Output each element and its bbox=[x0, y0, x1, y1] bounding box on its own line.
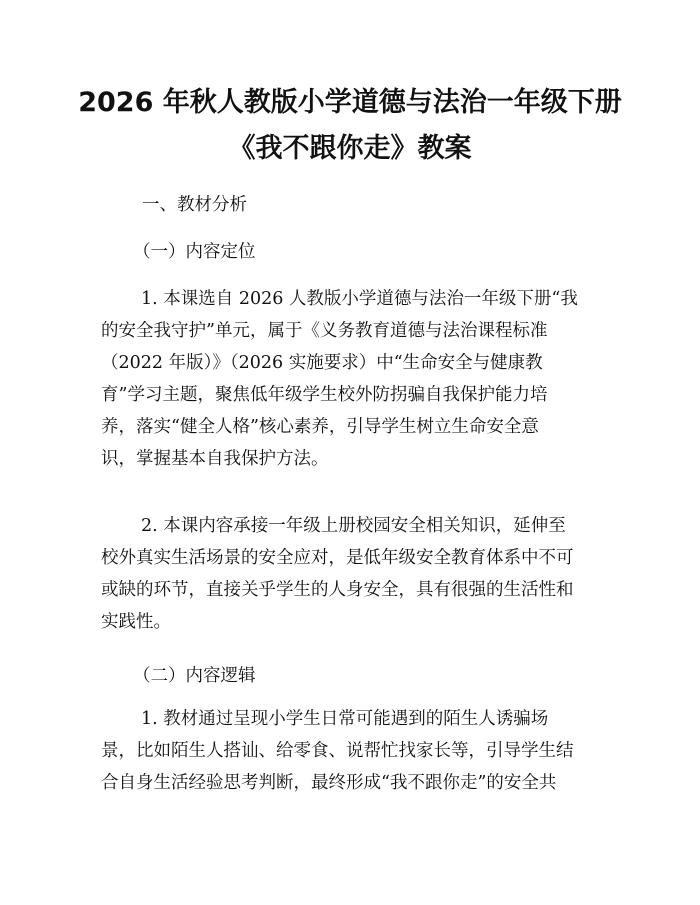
paragraph-line: 或缺的环节，直接关乎学生的人身安全，具有很强的生活性和 bbox=[101, 580, 574, 600]
paragraph-2 bbox=[101, 510, 611, 638]
paragraph-line: 景，比如陌生人搭讪、给零食、说帮忙找家长等，引导学生结 bbox=[101, 741, 574, 761]
paragraph-line: 2. 本课内容承接一年级上册校园安全相关知识，延伸至 bbox=[141, 516, 566, 536]
paragraph-1 bbox=[101, 283, 611, 475]
paragraph-line: 1. 教材通过呈现小学生日常可能遇到的陌生人诱骗场 bbox=[141, 709, 549, 729]
paragraph-line: 校外真实生活场景的安全应对，是低年级安全教育体系中不可 bbox=[101, 548, 574, 568]
paragraph-line: 识，掌握基本自我保护方法。 bbox=[101, 449, 329, 469]
paragraph-line: 育”学习主题，聚焦低年级学生校外防拐骗自我保护能力培 bbox=[101, 385, 548, 405]
document-title-line-2: 《我不跟你走》教案 bbox=[228, 133, 472, 164]
paragraph-3 bbox=[101, 703, 611, 799]
paragraph-line: 合自身生活经验思考判断，最终形成“我不跟你走”的安全共 bbox=[101, 773, 557, 793]
paragraph-line: 实践性。 bbox=[101, 612, 171, 632]
paragraph-line: （2022 年版）》（2026 实施要求）中“生命安全与健康教 bbox=[101, 353, 543, 373]
paragraph-line: 的安全我守护”单元，属于《义务教育道德与法治课程标准 bbox=[101, 321, 548, 341]
paragraph-line: 1. 本课选自 2026 人教版小学道德与法治一年级下册“我 bbox=[141, 289, 578, 309]
paragraph-line: 养，落实“健全人格”核心素养，引导学生树立生命安全意 bbox=[101, 417, 539, 437]
section-heading-textbook-analysis: 一、教材分析 bbox=[142, 195, 247, 215]
subsection-heading-content-positioning: （一）内容定位 bbox=[133, 242, 256, 262]
document-title-line-1: 2026 年秋人教版小学道德与法治一年级下册 bbox=[78, 87, 622, 118]
subsection-heading-content-logic: （二）内容逻辑 bbox=[133, 666, 256, 686]
